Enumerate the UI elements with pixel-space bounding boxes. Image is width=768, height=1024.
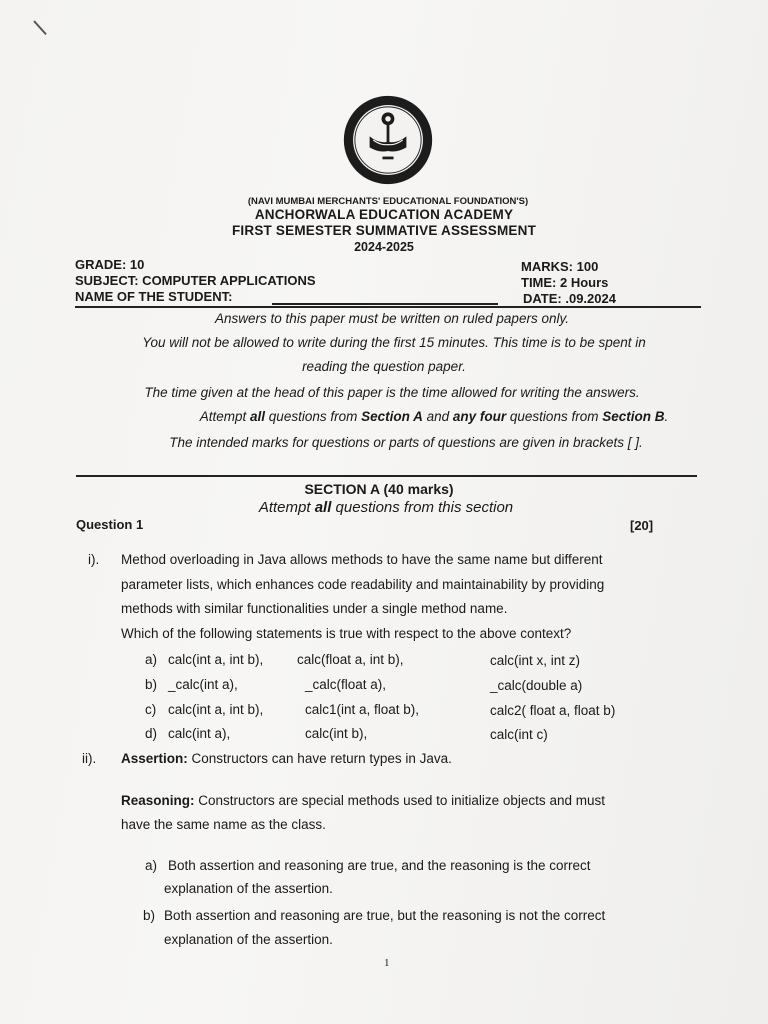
option-label: c) (145, 702, 157, 717)
subject: SUBJECT: COMPUTER APPLICATIONS (75, 273, 316, 288)
question-title: Question 1 (76, 517, 144, 532)
option-label: b) (143, 908, 156, 923)
question-text-line: Method overloading in Java allows methods to have the same name but different (121, 552, 603, 567)
option-label: a) (145, 858, 158, 873)
academic-year: 2024-2025 (354, 240, 414, 254)
header-divider (75, 306, 701, 308)
exam-title: FIRST SEMESTER SUMMATIVE ASSESSMENT (231, 223, 537, 238)
student-name-underline (272, 303, 498, 305)
total-marks: MARKS: 100 (521, 259, 599, 274)
instruction-2: You will not be allowed to write during the first 15 minutes. This time is to be spent in (142, 335, 646, 350)
question-text-line: parameter lists, which enhances code readability and maintainability by providing (121, 577, 605, 592)
school-emblem-icon (342, 94, 434, 186)
question-marks: [20] (630, 518, 654, 533)
option-text: _calc(double a) (490, 678, 583, 693)
instruction-1: Answers to this paper must be written on ruled papers only. (215, 311, 569, 326)
exam-date: DATE: .09.2024 (523, 291, 616, 306)
instruction-5: The intended marks for questions or parts of questions are given in brackets [ ]. (169, 435, 643, 450)
option-text: calc(int c) (490, 727, 548, 742)
question-text-line: methods with similar functionalities under a single method name. (121, 601, 508, 616)
reasoning-text: Reasoning: Constructors are special methods used to initialize objects and must (121, 793, 605, 808)
option-text: calc1(int a, float b), (305, 702, 420, 717)
page-number: 1 (384, 957, 390, 969)
student-name-label: NAME OF THE STUDENT: (75, 289, 233, 304)
option-text: calc(int b), (305, 726, 368, 741)
instruction-3: The time given at the head of this paper is the time allowed for writing the answers. (144, 385, 640, 400)
reasoning-text-cont: have the same name as the class. (121, 817, 326, 832)
option-text: calc2( float a, float b) (490, 703, 616, 718)
option-label: a) (145, 652, 158, 667)
assertion-text: Assertion: Constructors can have return types in Java. (121, 751, 452, 766)
section-divider (76, 475, 697, 477)
option-text: calc(int x, int z) (490, 653, 581, 668)
option-text-cont: explanation of the assertion. (164, 881, 333, 896)
subquestion-number: ii). (82, 751, 97, 766)
option-text: calc(int a, int b), (168, 702, 264, 717)
pen-mark (33, 20, 47, 35)
grade: GRADE: 10 (75, 257, 145, 272)
section-instruction: Attempt all questions from this section (258, 499, 514, 516)
instruction-4: Attempt all questions from Section A and any four questions from Section B. (199, 409, 669, 424)
option-text: calc(int a, int b), (168, 652, 264, 667)
option-text: Both assertion and reasoning are true, and the reasoning is the correct (168, 858, 591, 873)
option-text: calc(int a), (168, 726, 231, 741)
question-text-line: Which of the following statements is true with respect to the above context? (121, 626, 572, 641)
section-title: SECTION A (40 marks) (304, 481, 454, 497)
option-text: _calc(float a), (305, 677, 387, 692)
school-name: ANCHORWALA EDUCATION ACADEMY (254, 207, 514, 222)
foundation-name: (NAVI MUMBAI MERCHANTS' EDUCATIONAL FOUNDATION'S) (247, 196, 529, 207)
option-text-cont: explanation of the assertion. (164, 932, 333, 947)
option-text: Both assertion and reasoning are true, but the reasoning is not the correct (164, 908, 606, 923)
option-label: d) (145, 726, 158, 741)
option-label: b) (145, 677, 158, 692)
option-text: _calc(int a), (168, 677, 238, 692)
subquestion-number: i). (88, 552, 100, 567)
option-text: calc(float a, int b), (297, 652, 404, 667)
instruction-2-cont: reading the question paper. (302, 359, 466, 374)
exam-duration: TIME: 2 Hours (521, 275, 609, 290)
